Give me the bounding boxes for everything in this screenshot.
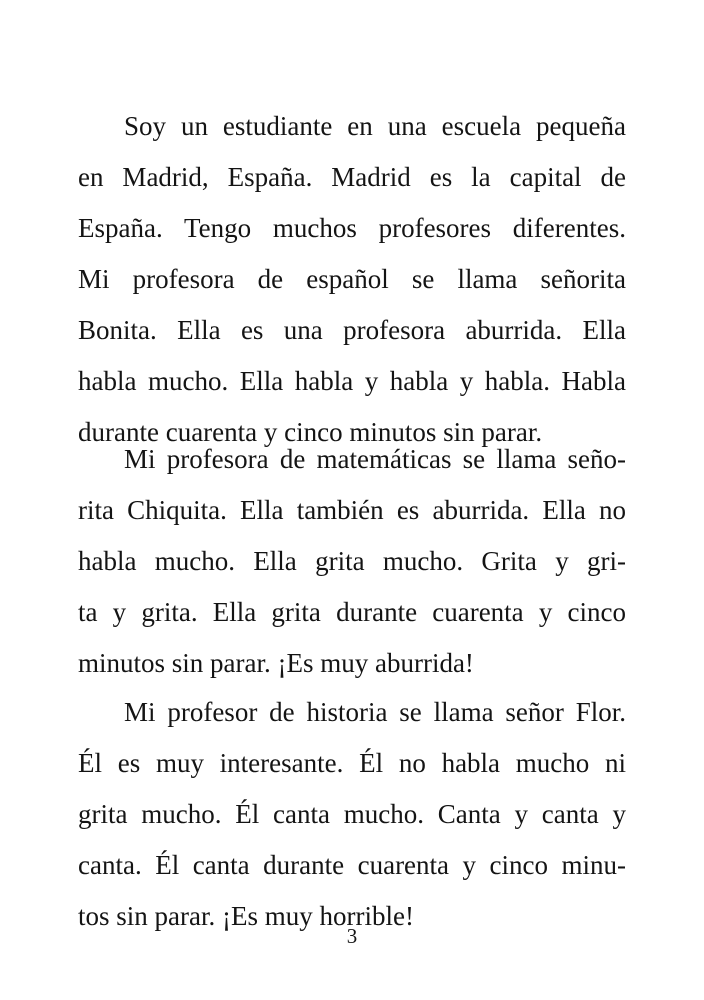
text-line: Él es muy interesante. Él no habla mucho ni xyxy=(78,748,626,778)
text-line: España. Tengo muchos profesores diferentes. xyxy=(78,213,626,243)
text-line: canta. Él canta durante cuarenta y cinco minu- xyxy=(78,850,626,880)
paragraph-1 xyxy=(78,101,626,458)
text-line: Mi profesora de español se llama señorita xyxy=(78,264,626,294)
text-line: Mi profesora de matemáticas se llama seño- xyxy=(124,444,626,474)
text-line: en Madrid, España. Madrid es la capital de xyxy=(78,162,626,192)
paragraph-2 xyxy=(78,434,626,689)
text-line: Bonita. Ella es una profesora aburrida. Ella xyxy=(78,315,626,345)
text-line: Mi profesor de historia se llama señor Flor. xyxy=(124,697,626,727)
text-line: grita mucho. Él canta mucho. Canta y canta y xyxy=(78,799,626,829)
text-line: durante cuarenta y cinco minutos sin parar. xyxy=(78,417,543,447)
page-number: 3 xyxy=(346,924,358,948)
text-line: rita Chiquita. Ella también es aburrida. Ella no xyxy=(78,495,626,525)
text-line: Soy un estudiante en una escuela pequeña xyxy=(124,111,626,141)
text-line: habla mucho. Ella habla y habla y habla. Habla xyxy=(78,366,626,396)
text-line: ta y grita. Ella grita durante cuarenta y cinco xyxy=(78,597,626,627)
text-line: minutos sin parar. ¡Es muy aburrida! xyxy=(78,648,474,678)
text-line: habla mucho. Ella grita mucho. Grita y gri- xyxy=(78,546,626,576)
text-line: tos sin parar. ¡Es muy horrible! xyxy=(78,901,414,931)
paragraph-3 xyxy=(78,687,626,942)
